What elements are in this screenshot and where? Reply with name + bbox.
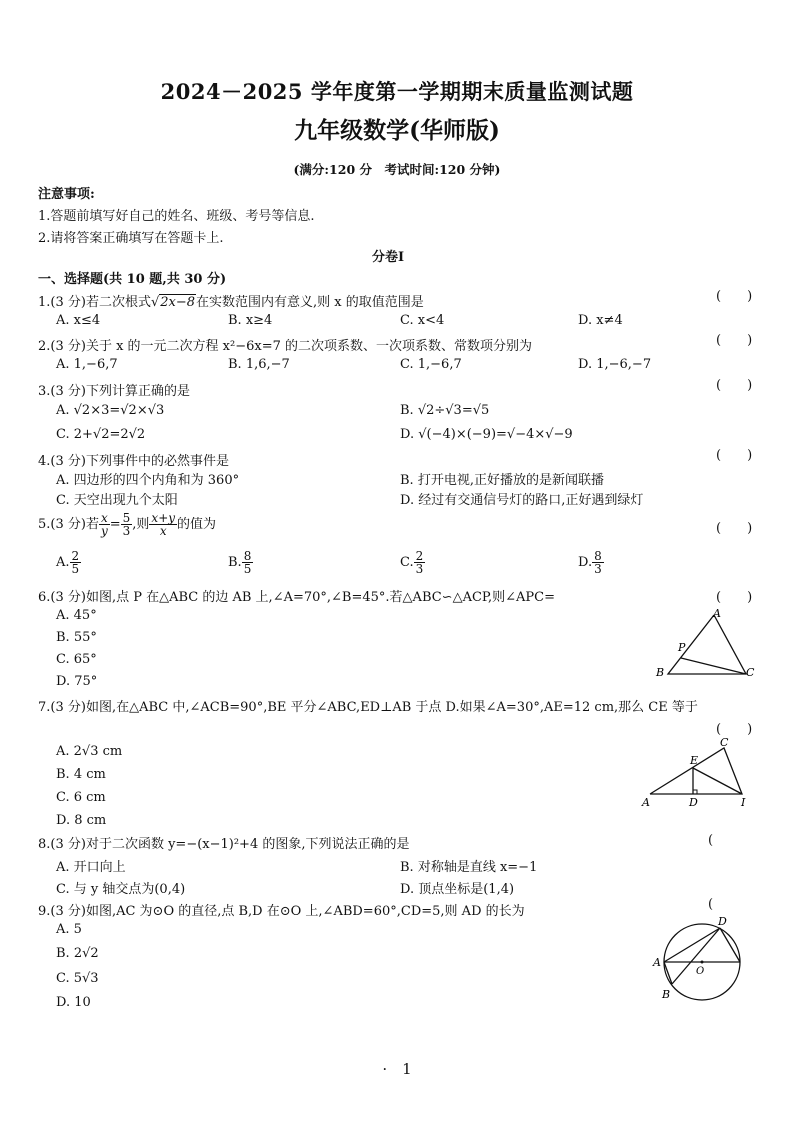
q6-stem: 6.(3 分)如图,点 P 在△ABC 的边 AB 上,∠A=70°,∠B=45°.若△ABC∽△ACP,则∠APC= xyxy=(38,590,556,605)
q1-option-d: D. x≠4 xyxy=(578,313,623,328)
exam-subtitle: 九年级数学(华师版) xyxy=(294,117,500,144)
q6-option-a: A. 45° xyxy=(56,608,97,623)
q5-option-a xyxy=(56,550,81,575)
q3-stem: 3.(3 分)下列计算正确的是 xyxy=(38,384,190,399)
q5-expr-num: x+y xyxy=(151,511,176,525)
exam-title: 2024－2025 学年度第一学期期末质量监测试题 xyxy=(160,79,634,104)
q5-option-d-num: 8 xyxy=(594,549,602,563)
q5-option-a-label: A. xyxy=(56,555,70,570)
q9-label-d: D xyxy=(718,916,727,928)
q9-label-o: O xyxy=(696,966,705,977)
q5-option-c-num: 2 xyxy=(415,549,424,563)
q5-stem xyxy=(38,512,216,537)
q5-option-d-label: D. xyxy=(578,555,593,570)
q7-label-c: C xyxy=(720,736,729,749)
q6-triangle-figure xyxy=(650,606,760,682)
q6-answer-paren: ( ) xyxy=(716,590,753,605)
q6-label-c: C xyxy=(746,666,755,679)
q1-answer-paren: ( ) xyxy=(716,289,753,304)
q3-option-b: B. √2÷√3=√5 xyxy=(400,403,490,418)
q7-option-d: D. 8 cm xyxy=(56,813,107,828)
q7-option-c: C. 6 cm xyxy=(56,790,106,805)
q5-option-d xyxy=(578,550,604,575)
section-label: 分卷Ⅰ xyxy=(372,250,405,265)
q5-given-num: x xyxy=(100,511,108,525)
q8-option-b: B. 对称轴是直线 x=−1 xyxy=(400,860,538,875)
q3-option-d: D. √(−4)×(−9)=√−4×√−9 xyxy=(400,427,573,442)
q4-option-a: A. 四边形的四个内角和为 360° xyxy=(56,473,240,488)
q1-sqrt-sign: √ xyxy=(150,295,160,310)
q5-given-fraction xyxy=(99,512,110,537)
q6-label-a: A xyxy=(713,607,721,620)
q7-answer-paren: ( ) xyxy=(716,722,753,737)
q5-value-fraction xyxy=(121,512,133,537)
q4-option-d: D. 经过有交通信号灯的路口,正好遇到绿灯 xyxy=(400,493,644,508)
q2-answer-paren: ( ) xyxy=(716,333,753,348)
q1-stem-b: 在实数范围内有意义,则 x 的取值范围是 xyxy=(196,295,424,310)
q5-option-b-fraction xyxy=(242,550,254,575)
exam-info: (满分:120 分 考试时间:120 分钟) xyxy=(293,162,501,177)
q5-answer-paren: ( ) xyxy=(716,521,753,536)
q5-option-a-den: 5 xyxy=(71,562,80,576)
q1-stem-a: 1.(3 分)若二次根式 xyxy=(38,295,151,310)
q5-option-b-den: 5 xyxy=(243,562,252,576)
q7-option-a: A. 2√3 cm xyxy=(56,744,123,759)
q5-expr-fraction xyxy=(149,512,177,537)
q5-option-c-label: C. xyxy=(400,555,414,570)
q9-option-b: B. 2√2 xyxy=(56,946,99,961)
q2-option-a: A. 1,−6,7 xyxy=(56,357,118,372)
q5-option-c-fraction xyxy=(414,550,426,575)
q9-answer-paren: ( xyxy=(708,897,714,912)
part1-heading: 一、选择题(共 10 题,共 30 分) xyxy=(38,272,227,287)
q6-option-c: C. 65° xyxy=(56,652,97,667)
q2-option-b: B. 1,6,−7 xyxy=(228,357,290,372)
q5-option-c xyxy=(400,550,425,575)
q5-option-c-den: 3 xyxy=(415,562,424,576)
q5-option-d-den: 3 xyxy=(594,562,602,576)
q7-option-b: B. 4 cm xyxy=(56,767,106,782)
q7-label-i: I xyxy=(741,796,746,809)
q9-option-d: D. 10 xyxy=(56,995,91,1010)
q1-stem xyxy=(38,291,424,310)
q5-stem-c: 的值为 xyxy=(177,517,217,532)
q9-label-b: B xyxy=(662,988,671,1001)
q5-option-b xyxy=(228,550,253,575)
page-number: · 1 xyxy=(382,1060,412,1078)
q3-answer-paren: ( ) xyxy=(716,378,753,393)
q5-stem-a: 5.(3 分)若 xyxy=(38,517,99,532)
q5-eq: = xyxy=(109,517,121,532)
q6-option-d: D. 75° xyxy=(56,674,98,689)
q2-option-c: C. 1,−6,7 xyxy=(400,357,462,372)
q8-stem: 8.(3 分)对于二次函数 y=−(x−1)²+4 的图象,下列说法正确的是 xyxy=(38,837,410,852)
q4-option-c: C. 天空出现九个太阳 xyxy=(56,493,178,508)
q4-option-b: B. 打开电视,正好播放的是新闻联播 xyxy=(400,473,604,488)
q7-label-a: A xyxy=(642,796,650,809)
q6-label-b: B xyxy=(656,666,665,679)
q8-answer-paren: ( xyxy=(708,833,714,848)
q8-option-a: A. 开口向上 xyxy=(56,860,126,875)
q7-label-d: D xyxy=(689,796,698,809)
q5-given-den: y xyxy=(100,524,108,538)
q2-stem: 2.(3 分)关于 x 的一元二次方程 x²−6x=7 的二次项系数、一次项系数、常数项分别为 xyxy=(38,339,533,354)
q9-circle-figure xyxy=(650,916,754,1002)
q5-expr-den: x xyxy=(159,524,167,538)
q8-option-d: D. 顶点坐标是(1,4) xyxy=(400,882,515,897)
q7-stem: 7.(3 分)如图,在△ABC 中,∠ACB=90°,BE 平分∠ABC,ED⊥AB 于点 D.如果∠A=30°,AE=12 cm,那么 CE 等于 xyxy=(38,700,698,715)
q5-option-b-label: B. xyxy=(228,555,242,570)
q5-option-a-num: 2 xyxy=(71,549,80,563)
q8-option-c: C. 与 y 轴交点为(0,4) xyxy=(56,882,186,897)
note-item-1: 1.答题前填写好自己的姓名、班级、考号等信息. xyxy=(38,209,315,224)
q6-label-p: P xyxy=(678,641,686,654)
q1-option-c: C. x<4 xyxy=(400,313,445,328)
q5-option-b-num: 8 xyxy=(243,549,252,563)
q9-stem: 9.(3 分)如图,AC 为⊙O 的直径,点 B,D 在⊙O 上,∠ABD=60°,CD=5,则 AD 的长为 xyxy=(38,904,525,919)
q5-stem-b: ,则 xyxy=(132,517,150,532)
q9-option-a: A. 5 xyxy=(56,922,82,937)
q4-stem: 4.(3 分)下列事件中的必然事件是 xyxy=(38,454,229,469)
q1-radicand: 2x−8 xyxy=(160,295,196,310)
q5-value-num: 5 xyxy=(122,511,131,525)
q3-option-c: C. 2+√2=2√2 xyxy=(56,427,146,442)
note-item-2: 2.请将答案正确填写在答题卡上. xyxy=(38,231,224,246)
q5-option-d-fraction xyxy=(592,550,604,575)
q9-option-c: C. 5√3 xyxy=(56,971,99,986)
notes-heading: 注意事项: xyxy=(38,187,95,202)
q7-triangle-figure xyxy=(638,736,758,810)
q3-option-a: A. √2×3=√2×√3 xyxy=(56,403,165,418)
q1-option-a: A. x≤4 xyxy=(56,313,101,328)
q2-option-d: D. 1,−6,−7 xyxy=(578,357,652,372)
q7-label-e: E xyxy=(690,754,699,767)
q6-option-b: B. 55° xyxy=(56,630,97,645)
q5-value-den: 3 xyxy=(122,524,131,538)
q1-option-b: B. x≥4 xyxy=(228,313,273,328)
q9-label-a: A xyxy=(653,956,661,969)
q4-answer-paren: ( ) xyxy=(716,448,753,463)
q5-option-a-fraction xyxy=(70,550,82,575)
